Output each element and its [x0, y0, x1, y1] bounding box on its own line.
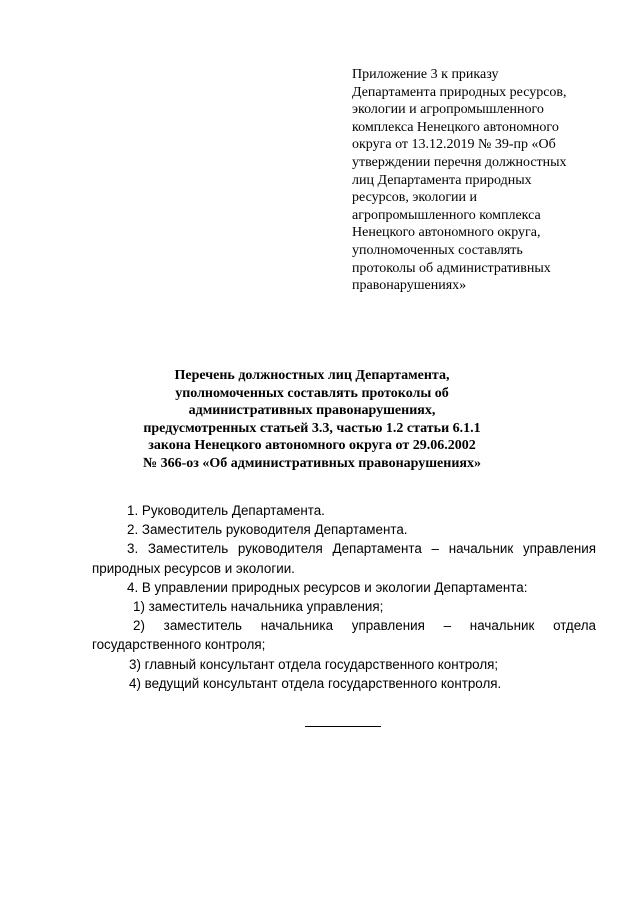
sub-list-item-continuation: государственного контроля; — [92, 637, 266, 653]
annex-line: правонарушениях» — [352, 278, 467, 294]
annex-line: утверждении перечня должностных — [352, 154, 567, 170]
annex-line: комплекса Ненецкого автономного — [352, 119, 559, 135]
title-line: административных правонарушениях, — [188, 403, 436, 419]
annex-line: Департамента природных ресурсов, — [352, 84, 567, 100]
list-item-continuation: природных ресурсов и экологии. — [92, 560, 295, 576]
list-item: 4. В управлении природных ресурсов и экологии Департамента: — [127, 579, 528, 595]
list-item: 3. Заместитель руководителя Департамента – начальник управления — [127, 541, 596, 557]
sub-list-item: 2) заместитель начальника управления – начальник отдела — [133, 618, 596, 634]
annex-line: ресурсов, экологии и — [352, 190, 478, 206]
separator-line — [305, 726, 381, 727]
annex-line: протоколы об административных — [352, 260, 551, 276]
annex-line: уполномоченных составлять — [352, 242, 523, 258]
document-title — [92, 367, 532, 473]
title-line: уполномоченных составлять протоколы об — [175, 385, 449, 401]
title-line: № 366-оз «Об административных правонарушениях» — [143, 455, 481, 471]
sub-list-item: 1) заместитель начальника управления; — [133, 599, 384, 614]
list-item: 2. Заместитель руководителя Департамента. — [127, 522, 408, 538]
title-line: закона Ненецкого автономного округа от 29.06.2002 — [148, 438, 476, 454]
title-line: предусмотренных статьей 3.3, частью 1.2 статьи 6.1.1 — [143, 420, 481, 436]
annex-line: экологии и агропромышленного — [352, 102, 544, 118]
officials-list — [92, 501, 596, 693]
annex-line: округа от 13.12.2019 № 39-пр «Об — [352, 137, 556, 153]
annex-line: лиц Департамента природных — [352, 172, 532, 188]
annex-line: Приложение 3 к приказу — [352, 67, 499, 82]
annex-note — [352, 66, 602, 295]
list-item: 1. Руководитель Департамента. — [127, 503, 325, 518]
sub-list-item: 3) главный консультант отдела государственного контроля; — [129, 656, 499, 672]
title-line: Перечень должностных лиц Департамента, — [174, 368, 450, 383]
annex-line: Ненецкого автономного округа, — [352, 225, 541, 241]
sub-list-item: 4) ведущий консультант отдела государственного контроля. — [129, 675, 502, 691]
annex-line: агропромышленного комплекса — [352, 207, 541, 223]
